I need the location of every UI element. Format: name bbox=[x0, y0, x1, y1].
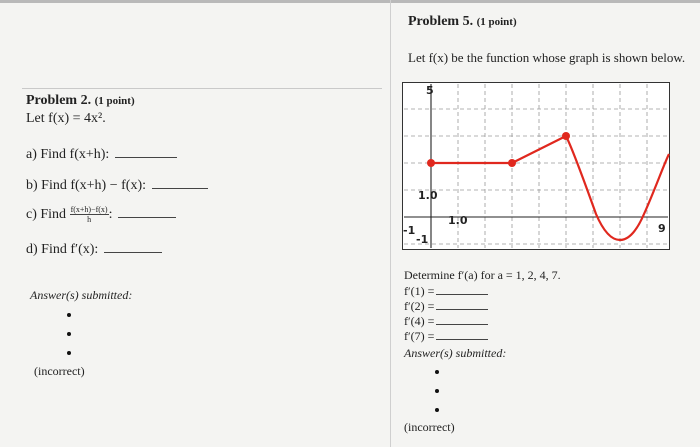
y-label-neg1: -1 bbox=[416, 233, 429, 246]
answer-label: f′(2) = bbox=[404, 299, 435, 313]
problem5-submitted-dot bbox=[435, 389, 439, 393]
problem2-rule bbox=[22, 88, 382, 89]
problem5-answer-row-7 bbox=[404, 329, 488, 344]
problem5-status: (incorrect) bbox=[404, 420, 455, 434]
problem2-statement: Let f(x) = 4x². bbox=[26, 111, 106, 126]
fraction-numerator: f(x+h)−f(x) bbox=[70, 205, 108, 215]
problem2-answer-d-input[interactable] bbox=[104, 240, 162, 253]
problem5-submitted-dot bbox=[435, 370, 439, 374]
y-label-1: 1.0 bbox=[418, 189, 438, 202]
problem5-description: Let f(x) be the function whose graph is shown below. bbox=[408, 50, 686, 65]
answer-f1-input[interactable] bbox=[436, 285, 488, 295]
fraction-denominator: h bbox=[87, 215, 92, 225]
graph-point bbox=[508, 159, 516, 167]
answer-label: f′(4) = bbox=[404, 314, 435, 328]
answer-f4-input[interactable] bbox=[436, 315, 488, 325]
graph-point bbox=[427, 159, 435, 167]
problem2-answer-b-input[interactable] bbox=[152, 176, 208, 189]
problem5-points: (1 point) bbox=[476, 16, 517, 28]
problem2-part-a bbox=[26, 145, 177, 163]
problem2-answers-label: Answer(s) submitted: bbox=[30, 288, 133, 302]
x-label-1: 1.0 bbox=[448, 214, 468, 227]
problem5-submitted-dot bbox=[435, 408, 439, 412]
answer-label: f′(7) = bbox=[404, 329, 435, 343]
problem2-points: (1 point) bbox=[94, 95, 135, 107]
problem5-determine: Determine f′(a) for a = 1, 2, 4, 7. bbox=[404, 268, 561, 282]
problem2-answer-a-input[interactable] bbox=[115, 145, 177, 158]
answer-label: f′(1) = bbox=[404, 284, 435, 298]
problem2-part-d bbox=[26, 240, 162, 258]
column-divider bbox=[390, 0, 391, 447]
problem2-submitted-dot bbox=[67, 313, 71, 317]
x-label-9: 9 bbox=[658, 222, 666, 235]
problem2-part-c-suffix: : bbox=[108, 207, 113, 222]
x-label-neg1: -1 bbox=[403, 224, 416, 237]
graph-frame bbox=[403, 83, 670, 250]
problem2-part-b bbox=[26, 176, 208, 194]
function-graph bbox=[402, 82, 670, 250]
problem2-part-c-prefix: c) Find bbox=[26, 207, 67, 222]
y-label-5: 5 bbox=[426, 84, 434, 97]
problem2-title-text: Problem 2. bbox=[26, 93, 92, 108]
problem2-part-b-label: b) Find f(x+h) − f(x): bbox=[26, 178, 146, 193]
problem2-part-d-label: d) Find f′(x): bbox=[26, 242, 99, 257]
problem5-answer-row-2 bbox=[404, 299, 488, 314]
answer-f7-input[interactable] bbox=[436, 330, 488, 340]
problem5-title-text: Problem 5. bbox=[408, 14, 474, 29]
problem2-part-c-fraction bbox=[70, 205, 109, 224]
top-rule bbox=[0, 0, 700, 3]
answer-f2-input[interactable] bbox=[436, 300, 488, 310]
problem5-answers-label: Answer(s) submitted: bbox=[404, 346, 507, 360]
graph-point bbox=[562, 132, 570, 140]
problem2-submitted-dot bbox=[67, 332, 71, 336]
problem2-status: (incorrect) bbox=[34, 364, 85, 378]
problem5-answer-row-1 bbox=[404, 284, 488, 299]
problem2-submitted-dot bbox=[67, 351, 71, 355]
problem2-part-a-label: a) Find f(x+h): bbox=[26, 147, 110, 162]
problem2-answer-c-input[interactable] bbox=[118, 205, 176, 218]
problem5-title bbox=[408, 14, 517, 30]
problem2-part-c bbox=[26, 205, 176, 224]
problem5-answer-row-4 bbox=[404, 314, 488, 329]
problem2-title bbox=[26, 93, 135, 109]
